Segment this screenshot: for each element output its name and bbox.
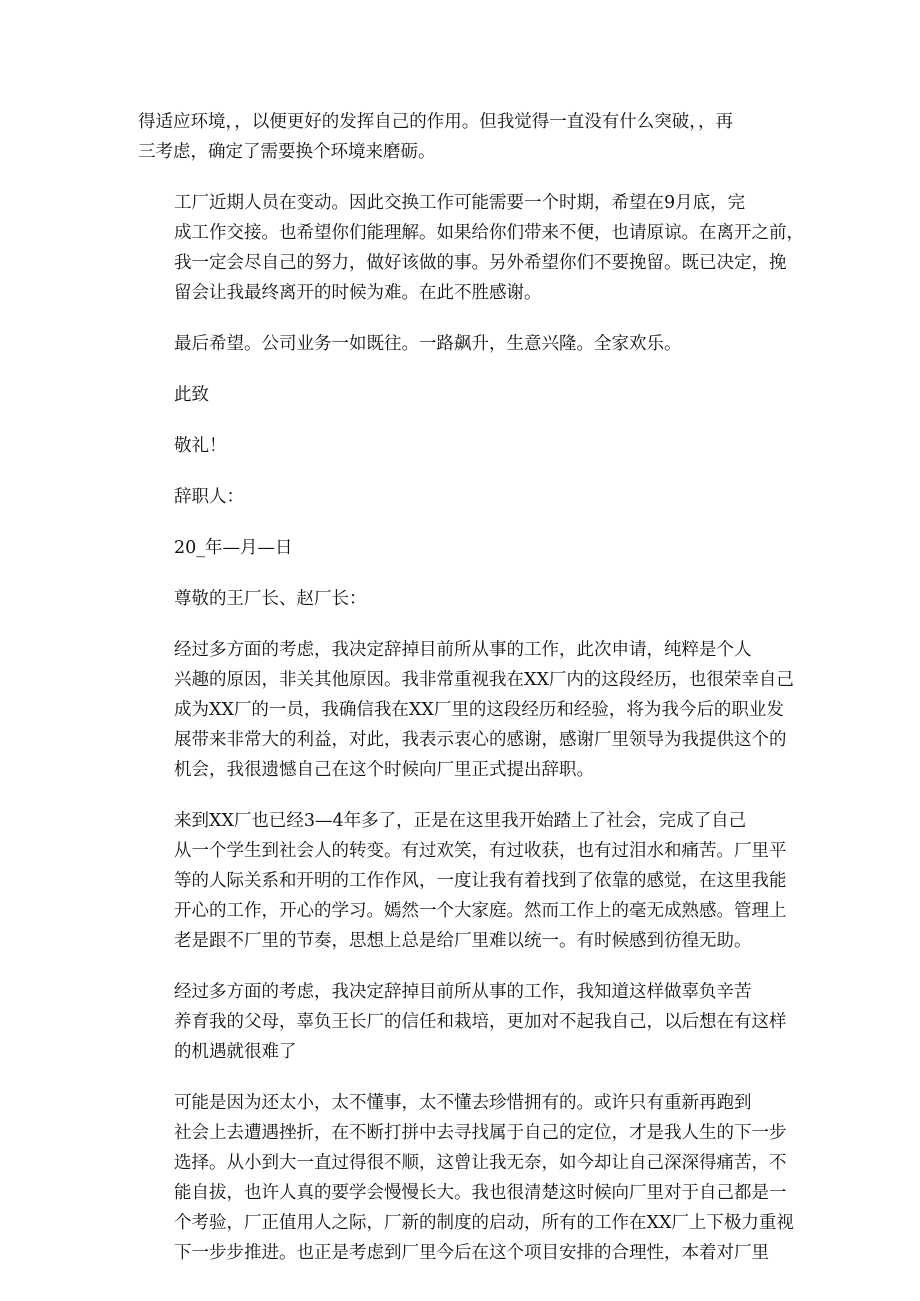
text-line: 兴趣的原因，非关其他原因。我非常重视我在XX厂内的这段经历，也很荣幸自己 (174, 670, 794, 690)
text-line: 社会上去遭遇挫折，在不断打拼中去寻找属于自己的定位，才是我人生的下一步 (174, 1123, 787, 1143)
text-line: 能自拔，也许人真的要学会慢慢长大。我也很清楚这时候向厂里对于自己都是一 (174, 1183, 787, 1203)
text-line: 敬礼！ (174, 436, 227, 456)
text-line: 尊敬的王厂长、赵厂长： (174, 589, 367, 609)
text-line: 辞职人： (174, 487, 244, 507)
text-line: 等的人际关系和开明的工作作风，一度让我有着找到了依靠的感觉，在这里我能 (174, 871, 787, 891)
paragraph (138, 533, 778, 563)
paragraph (138, 584, 778, 614)
text-line: 从一个学生到社会人的转变。有过欢笑，有过收获，也有过泪水和痛苦。厂里平 (174, 841, 787, 861)
text-line: 可能是因为还太小，太不懂事，太不懂去珍惜拥有的。或许只有重新再跑到 (174, 1093, 752, 1113)
document-body (138, 107, 804, 1289)
text-line: 展带来非常大的利益，对此，我表示衷心的感谢，感谢厂里领导为我提供这个的 (174, 730, 787, 750)
paragraph (138, 431, 778, 461)
text-line: 老是跟不厂里的节奏，思想上总是给厂里难以统一。有时候感到彷徨无助。 (174, 931, 752, 951)
paragraph (138, 1088, 794, 1268)
paragraph (138, 107, 778, 167)
text-line: 开心的工作，开心的学习。嫣然一个大家庭。然而工作上的毫无成熟感。管理上 (174, 901, 787, 921)
text-line: 经过多方面的考虑，我决定辞掉目前所从事的工作，此次申请，纯粹是个人 (174, 640, 752, 660)
text-line: 三考虑，确定了需要换个环境来磨砺。 (138, 142, 436, 162)
paragraph (138, 977, 787, 1067)
paragraph (138, 188, 804, 308)
text-line: 20_年—月—日 (174, 538, 293, 558)
text-line: 选择。从小到大一直过得很不顺，这曾让我无奈，如今却让自己深深得痛苦，不 (174, 1153, 787, 1173)
paragraph (138, 380, 778, 410)
paragraph (138, 329, 778, 359)
text-line: 来到XX厂也已经3—4年多了，正是在这里我开始踏上了社会，完成了自己 (174, 811, 747, 831)
paragraph (138, 482, 778, 512)
text-line: 成工作交接。也希望你们能理解。如果给你们带来不便，也请原谅。在离开之前， (174, 223, 804, 243)
paragraph (138, 635, 794, 785)
text-line: 经过多方面的考虑，我决定辞掉目前所从事的工作，我知道这样做辜负辛苦 (174, 982, 752, 1002)
text-line: 的机遇就很难了 (174, 1042, 297, 1062)
text-line: 此致 (174, 385, 209, 405)
text-line: 我一定会尽自己的努力，做好该做的事。另外希望你们不要挽留。既已决定，挽 (174, 253, 787, 273)
text-line: 得适应环境，，以便更好的发挥自己的作用。但我觉得一直没有什么突破，，再 (138, 112, 733, 132)
text-line: 下一步步推进。也正是考虑到厂里今后在这个项目安排的合理性，本着对厂里 (174, 1243, 769, 1263)
paragraph (138, 806, 787, 956)
text-line: 养育我的父母，辜负王长厂的信任和栽培，更加对不起我自己，以后想在有这样 (174, 1012, 787, 1032)
text-line: 最后希望。公司业务一如既往。一路飙升，生意兴隆。全家欢乐。 (174, 334, 682, 354)
text-line: 成为XX厂的一员，我确信我在XX厂里的这段经历和经验，将为我今后的职业发 (174, 700, 784, 720)
text-line: 个考验，厂正值用人之际，厂新的制度的启动，所有的工作在XX厂上下极力重视 (174, 1213, 794, 1233)
text-line: 留会让我最终离开的时候为难。在此不胜感谢。 (174, 283, 542, 303)
text-line: 机会，我很遗憾自己在这个时候向厂里正式提出辞职。 (174, 760, 594, 780)
text-line: 工厂近期人员在变动。因此交换工作可能需要一个时期，希望在9月底，完 (174, 193, 746, 213)
